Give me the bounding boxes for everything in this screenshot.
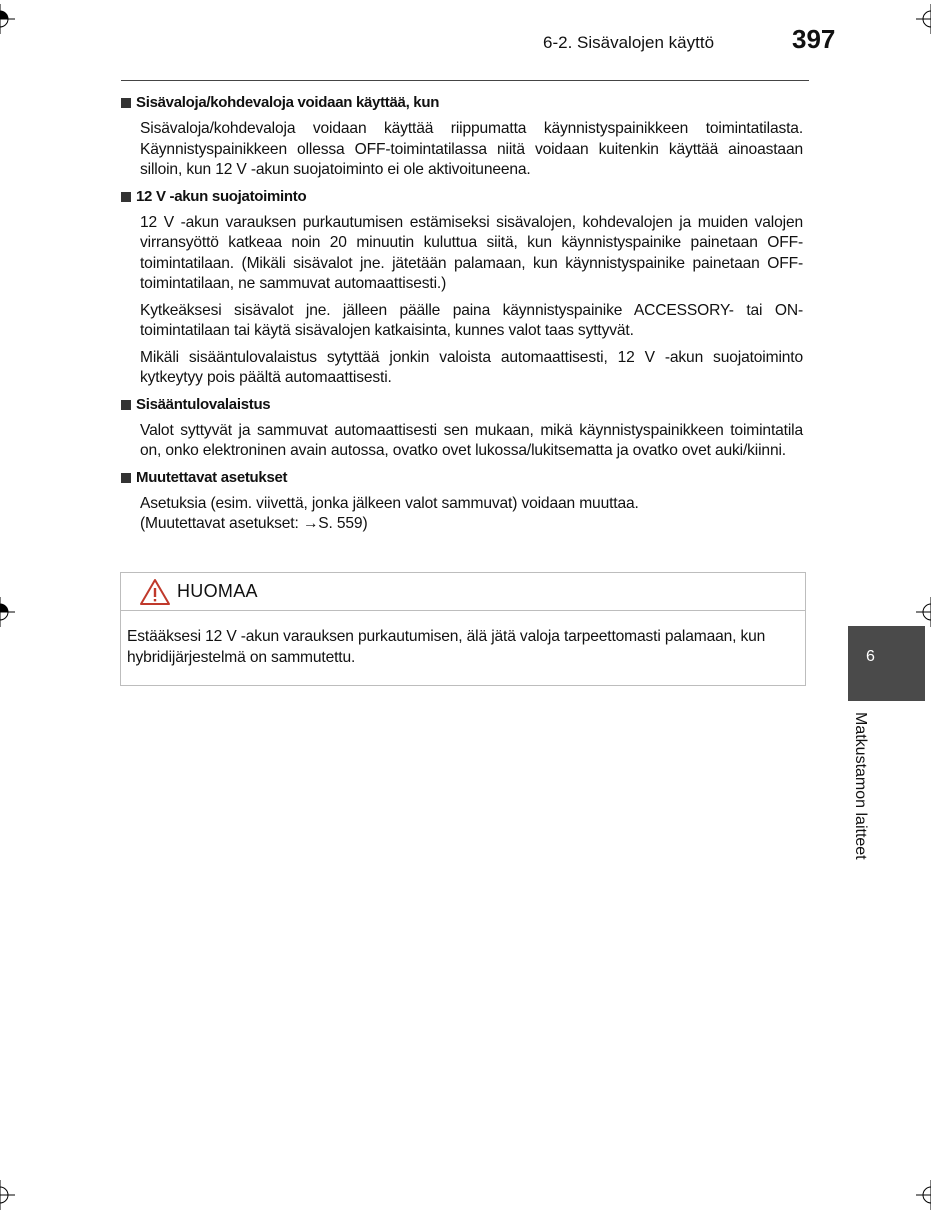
- paragraph: Mikäli sisääntulovalaistus sytyttää jonkin valoista automaattisesti, 12 V -akun suojatoiminto kytkeytyy pois päältä automaattisesti.: [140, 348, 803, 386]
- square-bullet-icon: [121, 400, 131, 410]
- section-heading: [121, 395, 803, 415]
- section-heading: [121, 93, 803, 113]
- paragraph: Asetuksia (esim. viivettä, jonka jälkeen valot sammuvat) voidaan muuttaa.: [140, 494, 639, 512]
- registration-mark-mid-left-icon: [0, 597, 15, 627]
- page-number: 397: [792, 24, 836, 54]
- notice-title: HUOMAA: [177, 581, 258, 601]
- chapter-title: Matkustamon laitteet: [852, 712, 869, 860]
- section-entry-lighting: [121, 395, 803, 462]
- paragraph: Valot syttyvät ja sammuvat automaattisesti sen mukaan, mikä käynnistyspainikkeen toimintatila on, onko elektroninen avain autossa, ovatko ovet lukossa/lukitsematta ja ovatko ovet auki/kiinni.: [140, 421, 803, 459]
- notice-text: Estääksesi 12 V -akun varauksen purkautumisen, älä jätä valoja tarpeettomasti palamaan, kun hybridijärjestelmä on sammutettu.: [127, 628, 766, 666]
- square-bullet-icon: [121, 98, 131, 108]
- registration-mark-top-right-icon: [916, 4, 931, 34]
- notice-header: [121, 573, 805, 611]
- section-heading-text: 12 V -akun suojatoiminto: [136, 187, 307, 205]
- section-heading: [121, 187, 803, 207]
- paragraph: Kytkeäksesi sisävalot jne. jälleen päälle paina käynnistyspainike ACCESSORY- tai ON-toimintatilaan tai käytä sisävalojen katkaisinta, kunnes valot taas syttyvät.: [140, 301, 803, 339]
- paragraph: Sisävaloja/kohdevaloja voidaan käyttää riippumatta käynnistyspainikkeen toimintatilasta. Käynnistyspainikkeen ollessa OFF-toimintatilassa niitä voidaan kuitenkin käyttää ainoastaan silloin, kun 12 V -akun suojatoiminto ei ole aktivoituneena.: [140, 120, 803, 178]
- page-reference: (Muutettavat asetukset: →S. 559): [140, 515, 368, 532]
- section-battery-protection: [121, 187, 803, 389]
- registration-mark-top-left-icon: [0, 4, 15, 34]
- square-bullet-icon: [121, 192, 131, 202]
- section-heading-text: Sisääntulovalaistus: [136, 395, 271, 413]
- chapter-number: 6: [866, 648, 875, 665]
- section-header-title: 6-2. Sisävalojen käyttö: [543, 33, 715, 52]
- section-heading-text: Muutettavat asetukset: [136, 468, 288, 486]
- registration-mark-bottom-left-icon: [0, 1180, 15, 1210]
- section-heading: [121, 468, 803, 488]
- section-heading-text: Sisävaloja/kohdevaloja voidaan käyttää, kun: [136, 94, 440, 111]
- registration-mark-mid-right-icon: [916, 597, 931, 627]
- chapter-tab: [848, 626, 925, 701]
- section-lights-usage: [121, 93, 803, 181]
- header-divider: [121, 80, 809, 81]
- warning-triangle-icon: [139, 578, 171, 606]
- main-content: [121, 93, 803, 541]
- paragraph: 12 V -akun varauksen purkautumisen estämiseksi sisävalojen, kohdevalojen ja muiden valojen virransyöttö katkeaa noin 20 minuutin kuluttua siitä, kun käynnistyspainike painetaan OFF-toimintatilaan. (Mikäli sisävalot jne. jätetään palamaan, kun käynnistyspainike painetaan OFF-toimintatilaan, ne sammuvat automaattisesti.): [140, 213, 803, 292]
- registration-mark-bottom-right-icon: [916, 1180, 931, 1210]
- notice-box: [120, 572, 806, 686]
- square-bullet-icon: [121, 473, 131, 483]
- section-customizable-settings: [121, 468, 803, 535]
